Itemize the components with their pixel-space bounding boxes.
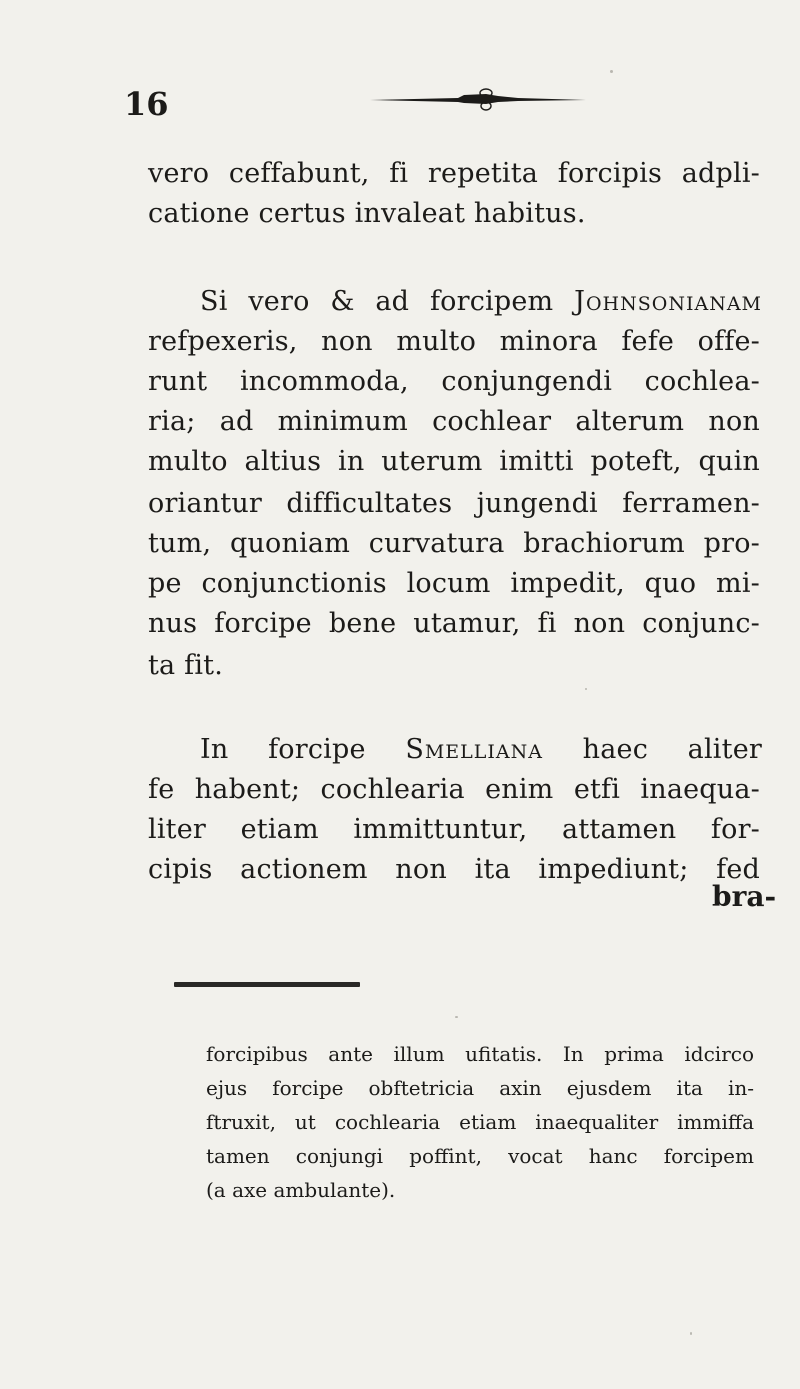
text-line — [200, 736, 762, 763]
text-segment: In forcipe — [200, 734, 406, 765]
text-line: ria; ad minimum cochlear alterum non — [148, 406, 760, 437]
text-line: vero ceffabunt, fi repetita forcipis adpli- — [148, 158, 760, 189]
text-line: runt incommoda, conjungendi cochlea- — [148, 366, 760, 397]
proper-name: Smelliana — [405, 734, 543, 765]
footnote-line: (a axe ambulante). — [206, 1178, 396, 1202]
text-line: oriantur difficultates jungendi ferramen- — [148, 488, 760, 519]
page-number: 16 — [124, 85, 169, 123]
text-line — [200, 288, 762, 315]
text-line: multo altius in uterum imitti poteft, quin — [148, 446, 760, 477]
paper-speck — [690, 1332, 692, 1335]
text-segment: haec aliter — [542, 734, 762, 765]
text-segment: Si vero & ad forcipem — [200, 286, 575, 317]
paper-speck — [585, 688, 587, 690]
text-line: refpexeris, non multo minora fefe offe- — [148, 326, 760, 357]
footnote-line: ftruxit, ut cochlearia etiam inaequaliter immiffa — [206, 1110, 754, 1134]
footnote-line: forcipibus ante illum ufitatis. In prima idcirco — [206, 1042, 754, 1066]
catchword: bra- — [712, 880, 777, 913]
text-line: catione certus invaleat habitus. — [148, 198, 586, 229]
footnote-line: ejus forcipe obftetricia axin ejusdem ita in- — [206, 1076, 754, 1100]
paper-speck — [455, 1016, 458, 1018]
text-line: liter etiam immittuntur, attamen for- — [148, 814, 760, 845]
text-line: ta fit. — [148, 650, 223, 681]
proper-name: Johnsonianam — [574, 286, 762, 317]
text-line: pe conjunctionis locum impedit, quo mi- — [148, 568, 760, 599]
text-line: nus forcipe bene utamur, fi non conjunc- — [148, 608, 760, 639]
footnote-line: tamen conjungi poffint, vocat hanc forcipem — [206, 1144, 754, 1168]
text-line: cipis actionem non ita impediunt; fed — [148, 854, 760, 885]
header-ornament — [368, 86, 588, 116]
footnote-rule — [174, 982, 360, 987]
text-line: tum, quoniam curvatura brachiorum pro- — [148, 528, 760, 559]
text-line: fe habent; cochlearia enim etfi inaequa- — [148, 774, 760, 805]
paper-speck — [610, 70, 613, 73]
